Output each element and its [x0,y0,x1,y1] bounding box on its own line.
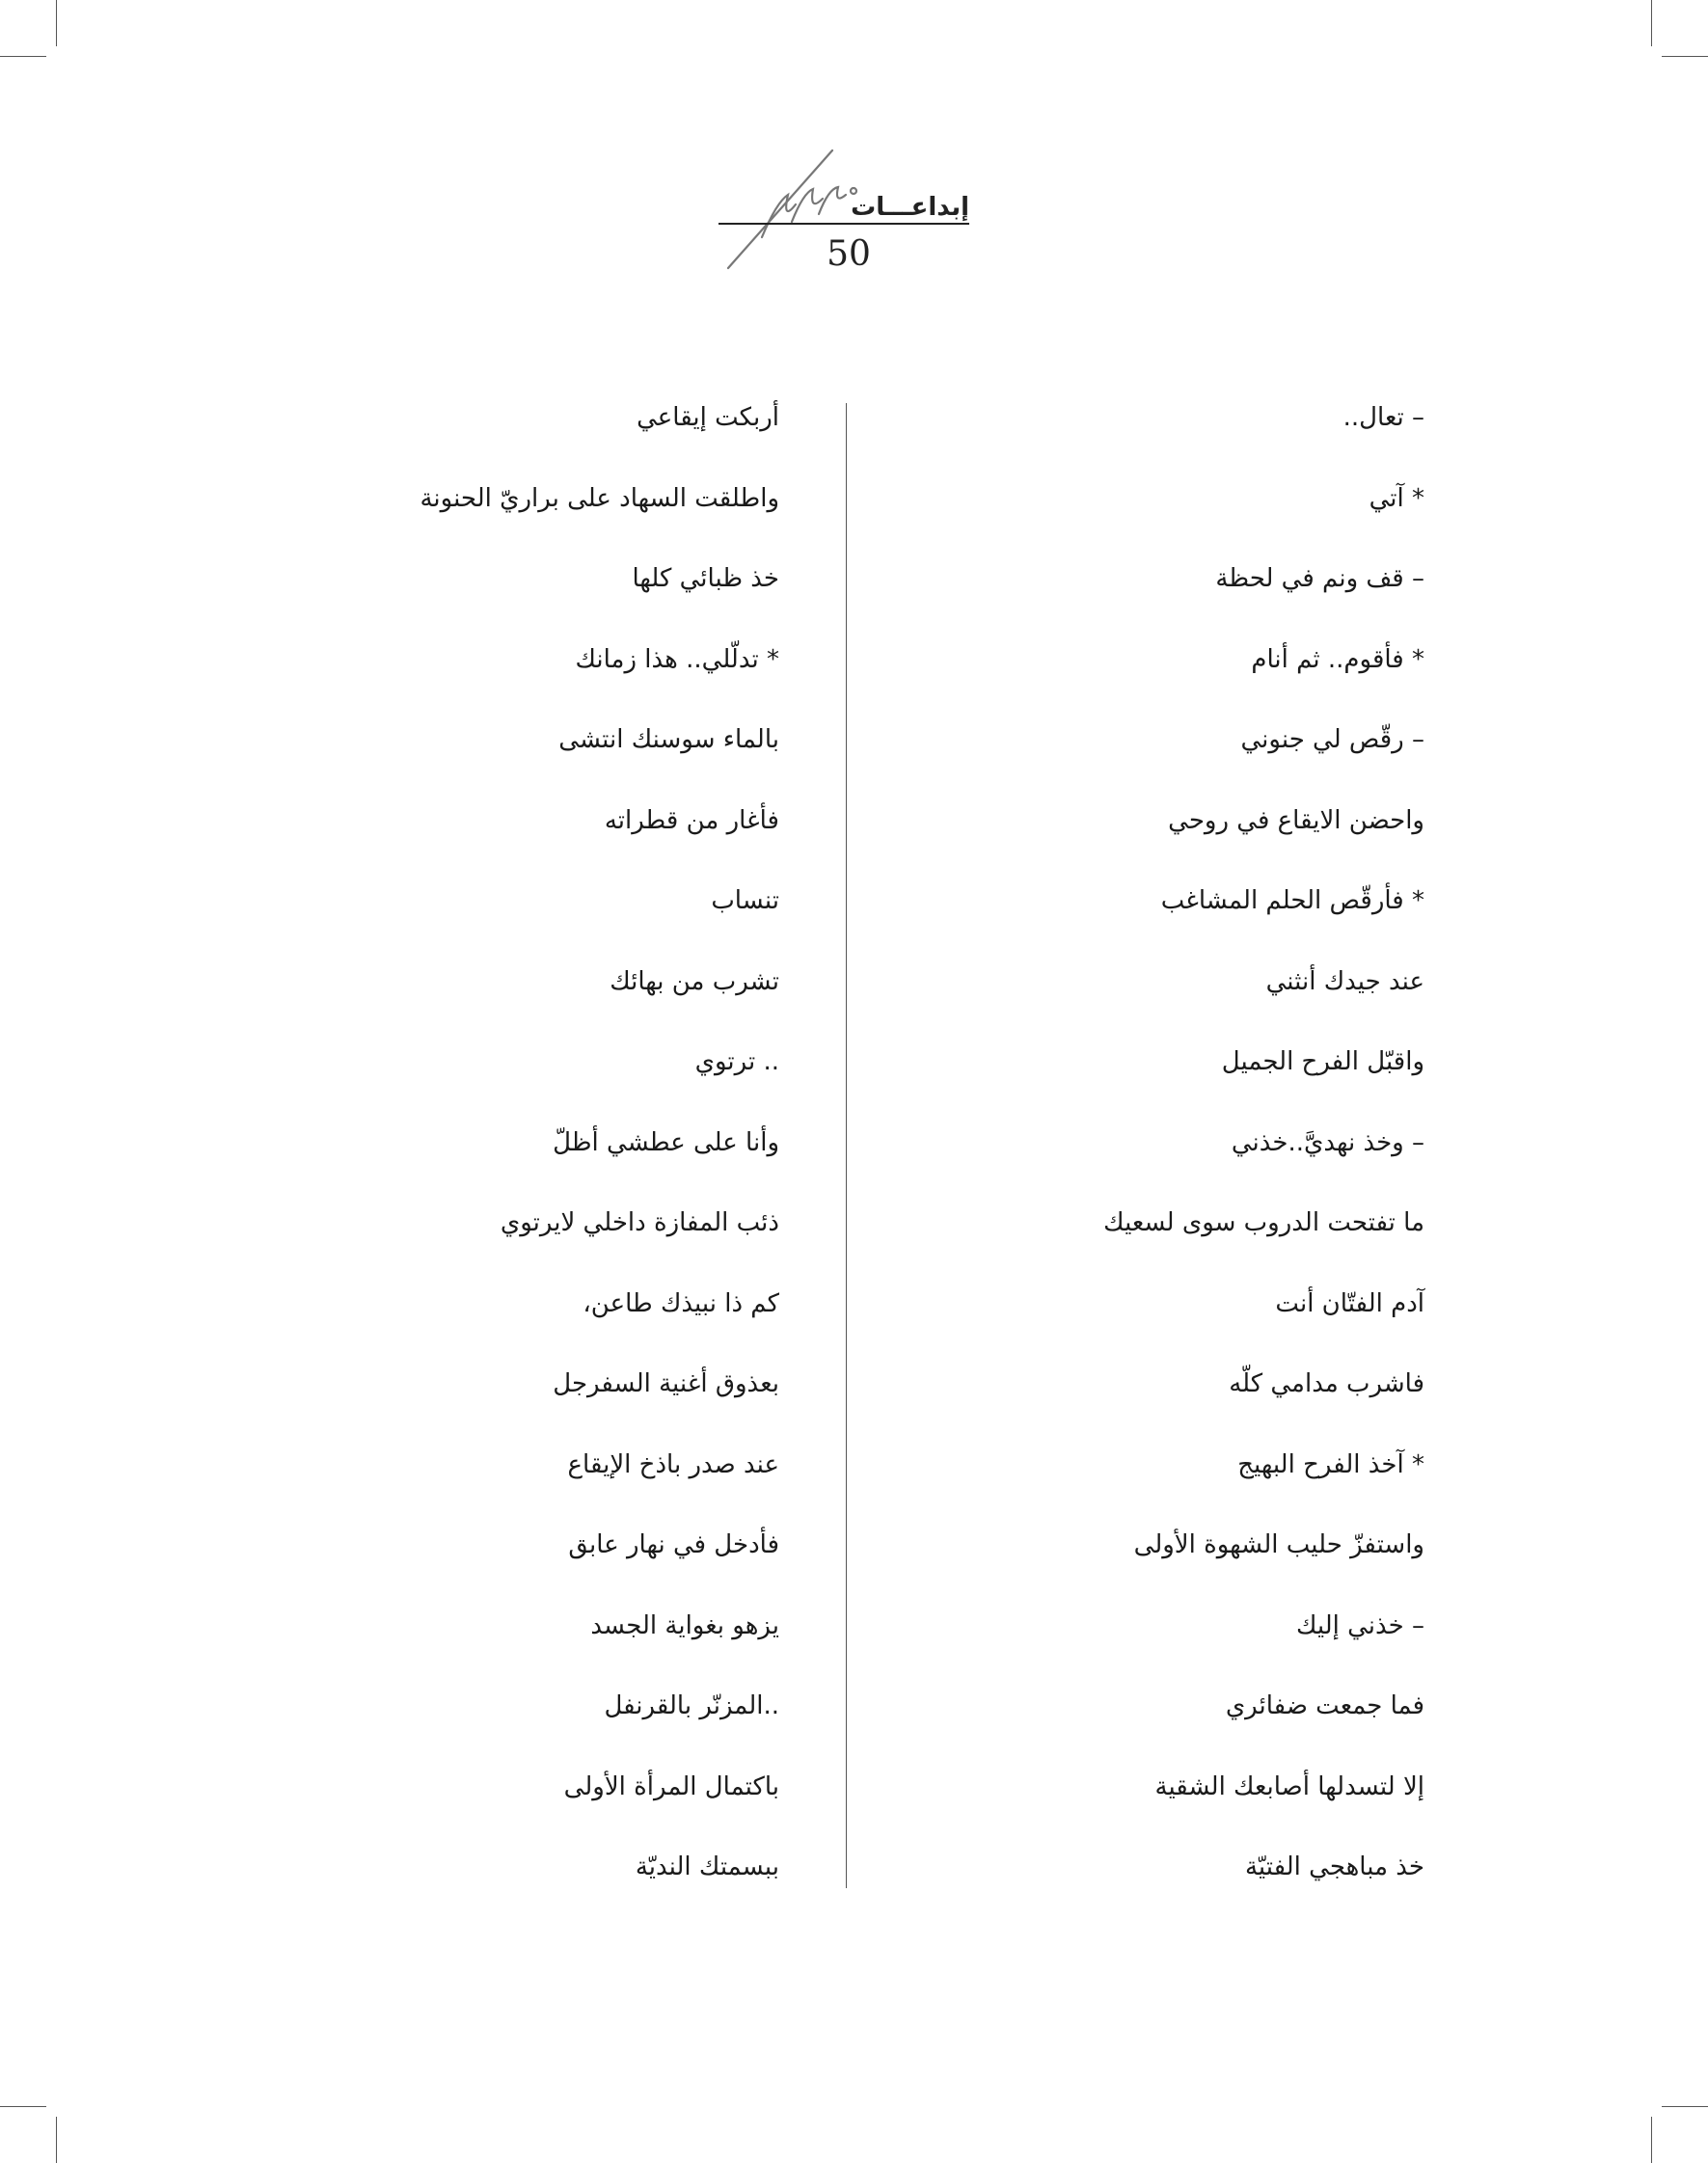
header-rule [718,223,969,225]
poem-column-left [366,386,779,1916]
crop-mark [0,2106,46,2107]
poem-line: خذ ظبائي كلها [632,564,779,593]
poem-line: يزهو بغواية الجسد [590,1610,779,1640]
poem-line: – تعال.. [1342,403,1424,432]
poem-line: واستفزّ حليب الشهوة الأولى [1133,1530,1424,1559]
poem-line: وأنا على عطشي أظلّ [553,1127,779,1157]
poem-line: بعذوق أغنية السفرجل [553,1369,779,1398]
poem-column-right [993,386,1424,1916]
poem-line: ببسمتك النديّة [635,1852,779,1881]
crop-mark [1662,56,1708,57]
crop-mark [1651,2117,1652,2163]
poem-line: * فأقوم.. ثم أنام [1251,644,1424,674]
column-divider [846,403,847,1888]
poem-line: ما تفتحت الدروب سوى لسعيك [1103,1208,1424,1237]
poem-line: تنساب [711,886,779,915]
poem-line: فما جمعت ضفائري [1225,1691,1424,1720]
poem-line: * تدلّلي.. هذا زمانك [575,644,779,674]
poem-line: * آتي [1369,483,1424,513]
poem-line: ..المزنّر بالقرنفل [604,1691,779,1720]
poem-line: بالماء سوسنك انتشى [558,725,779,754]
poem-line: أربكت إيقاعي [637,403,779,432]
poem-line: آدم الفتّان أنت [1275,1288,1424,1318]
page-number: 50 [827,234,871,274]
poem-line: فأدخل في نهار عابق [568,1530,779,1559]
poem-line: عند جيدك أنثني [1265,966,1424,996]
poem-line: * آخذ الفرح البهيج [1237,1449,1424,1479]
poem-line: إلا لتسدلها أصابعك الشقية [1154,1771,1424,1801]
poem-line: – قف ونم في لحظة [1215,564,1424,593]
poem-line: فأغار من قطراته [604,805,779,835]
poem-line: – رقّص لي جنوني [1240,725,1424,754]
poem-line: – خذني إليك [1295,1610,1424,1640]
poem-line: فاشرب مدامي كلّه [1229,1369,1424,1398]
poem-line: * فأرقّص الحلم المشاغب [1160,886,1424,915]
poem-line: واطلقت السهاد على براريّ الحنونة [420,483,779,513]
poem-line: – وخذ نهديَّ..خذني [1231,1127,1424,1157]
poem-line: عند صدر باذخ الإيقاع [567,1449,779,1479]
poem-line: باكتمال المرأة الأولى [563,1771,779,1801]
poem-line: .. ترتوي [694,1047,779,1076]
crop-mark [1662,2106,1708,2107]
poem-line: واقبّل الفرح الجميل [1221,1047,1424,1076]
section-title: إبداعـــات [851,193,969,222]
crop-mark [0,56,46,57]
poem-line: ذئب المفازة داخلي لايرتوي [500,1208,779,1237]
crop-mark [56,2117,57,2163]
poem-line: تشرب من بهائك [610,966,779,996]
poem-line: كم ذا نبيذك طاعن، [583,1288,779,1318]
poem-line: واحضن الايقاع في روحي [1168,805,1424,835]
crop-mark [56,0,57,46]
poem-line: خذ مباهجي الفتيّة [1244,1852,1424,1881]
crop-mark [1651,0,1652,46]
